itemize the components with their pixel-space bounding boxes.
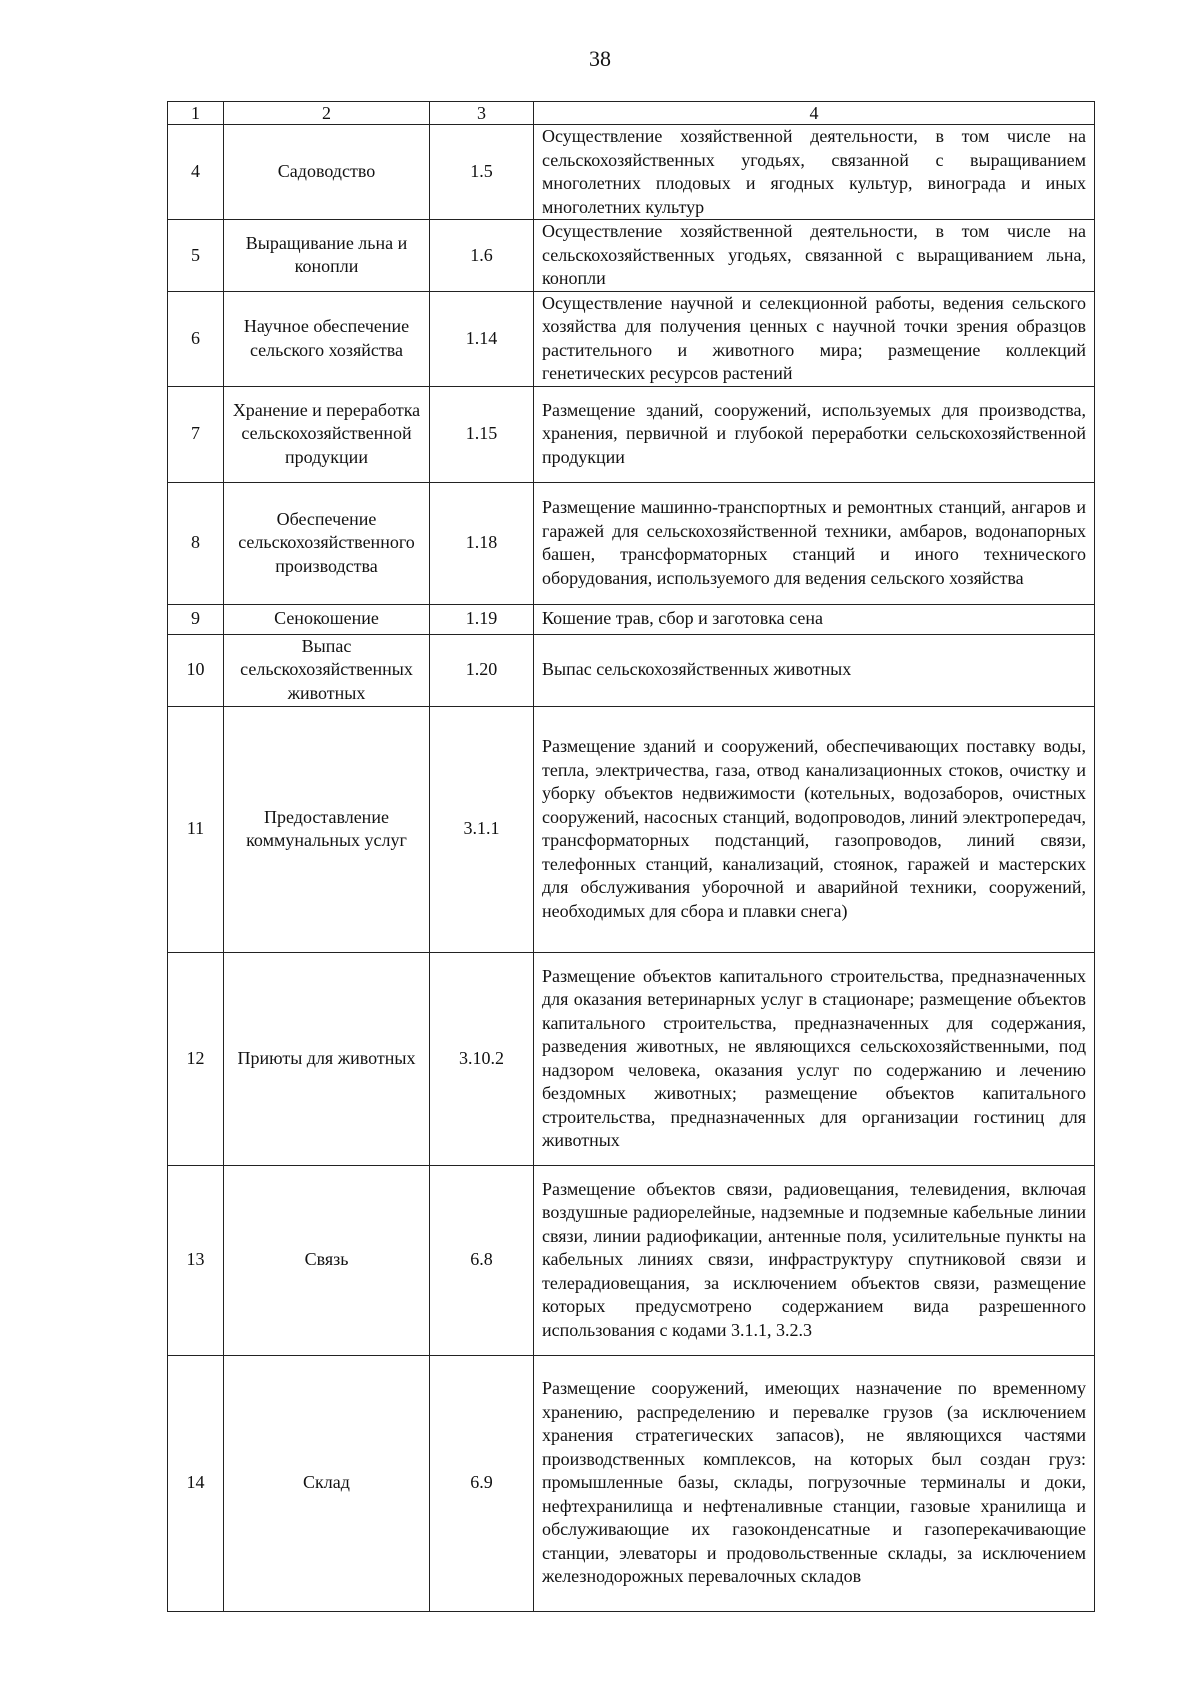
row-code: 3.1.1 — [430, 706, 534, 952]
row-name: Приюты для животных — [224, 952, 430, 1165]
row-description: Размещение машинно-транспортных и ремонтных станций, ангаров и гаражей для сельскохозяйственной техники, амбаров, водонапорных башен, трансформаторных станций и иного технического оборудования, используемого для ведения сельского хозяйства — [534, 482, 1095, 604]
table-row — [168, 634, 1095, 706]
table-row — [168, 220, 1095, 292]
row-name: Склад — [224, 1355, 430, 1611]
row-description: Размещение зданий, сооружений, используемых для производства, хранения, первичной и глубокой переработки сельскохозяйственной продукции — [534, 386, 1095, 482]
table-row — [168, 125, 1095, 220]
header-col-4: 4 — [534, 102, 1095, 125]
land-use-table — [167, 101, 1095, 1612]
row-number: 13 — [168, 1165, 224, 1355]
row-description: Осуществление хозяйственной деятельности, в том числе на сельскохозяйственных угодьях, связанной с выращиванием льна, конопли — [534, 220, 1095, 292]
row-name: Обеспечение сельскохозяйственного производства — [224, 482, 430, 604]
row-name: Хранение и переработка сельскохозяйственной продукции — [224, 386, 430, 482]
row-number: 4 — [168, 125, 224, 220]
table-row — [168, 482, 1095, 604]
table-header-row — [168, 102, 1095, 125]
row-description: Кошение трав, сбор и заготовка сена — [534, 604, 1095, 634]
table-row — [168, 1165, 1095, 1355]
row-description: Осуществление хозяйственной деятельности, в том числе на сельскохозяйственных угодьях, связанной с выращиванием многолетних плодовых и ягодных культур, винограда и иных многолетних культур — [534, 125, 1095, 220]
row-code: 6.8 — [430, 1165, 534, 1355]
row-name: Сенокошение — [224, 604, 430, 634]
row-code: 1.6 — [430, 220, 534, 292]
row-number: 10 — [168, 634, 224, 706]
row-number: 11 — [168, 706, 224, 952]
row-code: 1.19 — [430, 604, 534, 634]
row-code: 1.15 — [430, 386, 534, 482]
row-description: Размещение объектов связи, радиовещания, телевидения, включая воздушные радиорелейные, надземные и подземные кабельные линии связи, линии радиофикации, антенные поля, усилительные пункты на кабельных линиях связи, инфраструктуру спутниковой связи и телерадиовещания, за исключением объектов связи, размещение которых предусмотрено содержанием вида разрешенного использования с кодами 3.1.1, 3.2.3 — [534, 1165, 1095, 1355]
row-code: 6.9 — [430, 1355, 534, 1611]
header-col-1: 1 — [168, 102, 224, 125]
row-name: Связь — [224, 1165, 430, 1355]
row-name: Выращивание льна и конопли — [224, 220, 430, 292]
page-number: 38 — [589, 46, 611, 71]
table-row — [168, 952, 1095, 1165]
row-code: 1.18 — [430, 482, 534, 604]
row-code: 1.5 — [430, 125, 534, 220]
row-number: 7 — [168, 386, 224, 482]
table-row — [168, 604, 1095, 634]
row-description: Размещение сооружений, имеющих назначение по временному хранению, распределению и перевалке грузов (за исключением хранения стратегических запасов), не являющихся частями производственных комплексов, на которых был создан груз: промышленные базы, склады, погрузочные терминалы и доки, нефтехранилища и нефтеналивные станции, газовые хранилища и обслуживающие их газоконденсатные и газоперекачивающие станции, элеваторы и продовольственные склады, за исключением железнодорожных перевалочных складов — [534, 1355, 1095, 1611]
table-row — [168, 291, 1095, 386]
row-number: 6 — [168, 291, 224, 386]
row-description: Осуществление научной и селекционной работы, ведения сельского хозяйства для получения ценных с научной точки зрения образцов растительного и животного мира; размещение коллекций генетических ресурсов растений — [534, 291, 1095, 386]
row-number: 9 — [168, 604, 224, 634]
row-code: 3.10.2 — [430, 952, 534, 1165]
table-row — [168, 1355, 1095, 1611]
row-number: 5 — [168, 220, 224, 292]
row-description: Размещение объектов капитального строительства, предназначенных для оказания ветеринарных услуг в стационаре; размещение объектов капитального строительства, предназначенных для содержания, разведения животных, не являющихся сельскохозяйственными, под надзором человека, оказания услуг по содержанию и лечению бездомных животных; размещение объектов капитального строительства, предназначенных для организации гостиниц для животных — [534, 952, 1095, 1165]
row-code: 1.20 — [430, 634, 534, 706]
row-name: Научное обеспечение сельского хозяйства — [224, 291, 430, 386]
row-name: Предоставление коммунальных услуг — [224, 706, 430, 952]
header-col-2: 2 — [224, 102, 430, 125]
row-description: Размещение зданий и сооружений, обеспечивающих поставку воды, тепла, электричества, газа, отвод канализационных стоков, очистку и уборку объектов недвижимости (котельных, водозаборов, очистных сооружений, насосных станций, водопроводов, линий электропередач, трансформаторных подстанций, газопроводов, линий связи, телефонных станций, канализаций, стоянок, гаражей и мастерских для обслуживания уборочной и аварийной техники, сооружений, необходимых для сбора и плавки снега) — [534, 706, 1095, 952]
row-number: 14 — [168, 1355, 224, 1611]
table-row — [168, 386, 1095, 482]
row-name: Садоводство — [224, 125, 430, 220]
row-description: Выпас сельскохозяйственных животных — [534, 634, 1095, 706]
row-code: 1.14 — [430, 291, 534, 386]
table-row — [168, 706, 1095, 952]
header-col-3: 3 — [430, 102, 534, 125]
row-number: 12 — [168, 952, 224, 1165]
row-number: 8 — [168, 482, 224, 604]
row-name: Выпас сельскохозяйственных животных — [224, 634, 430, 706]
